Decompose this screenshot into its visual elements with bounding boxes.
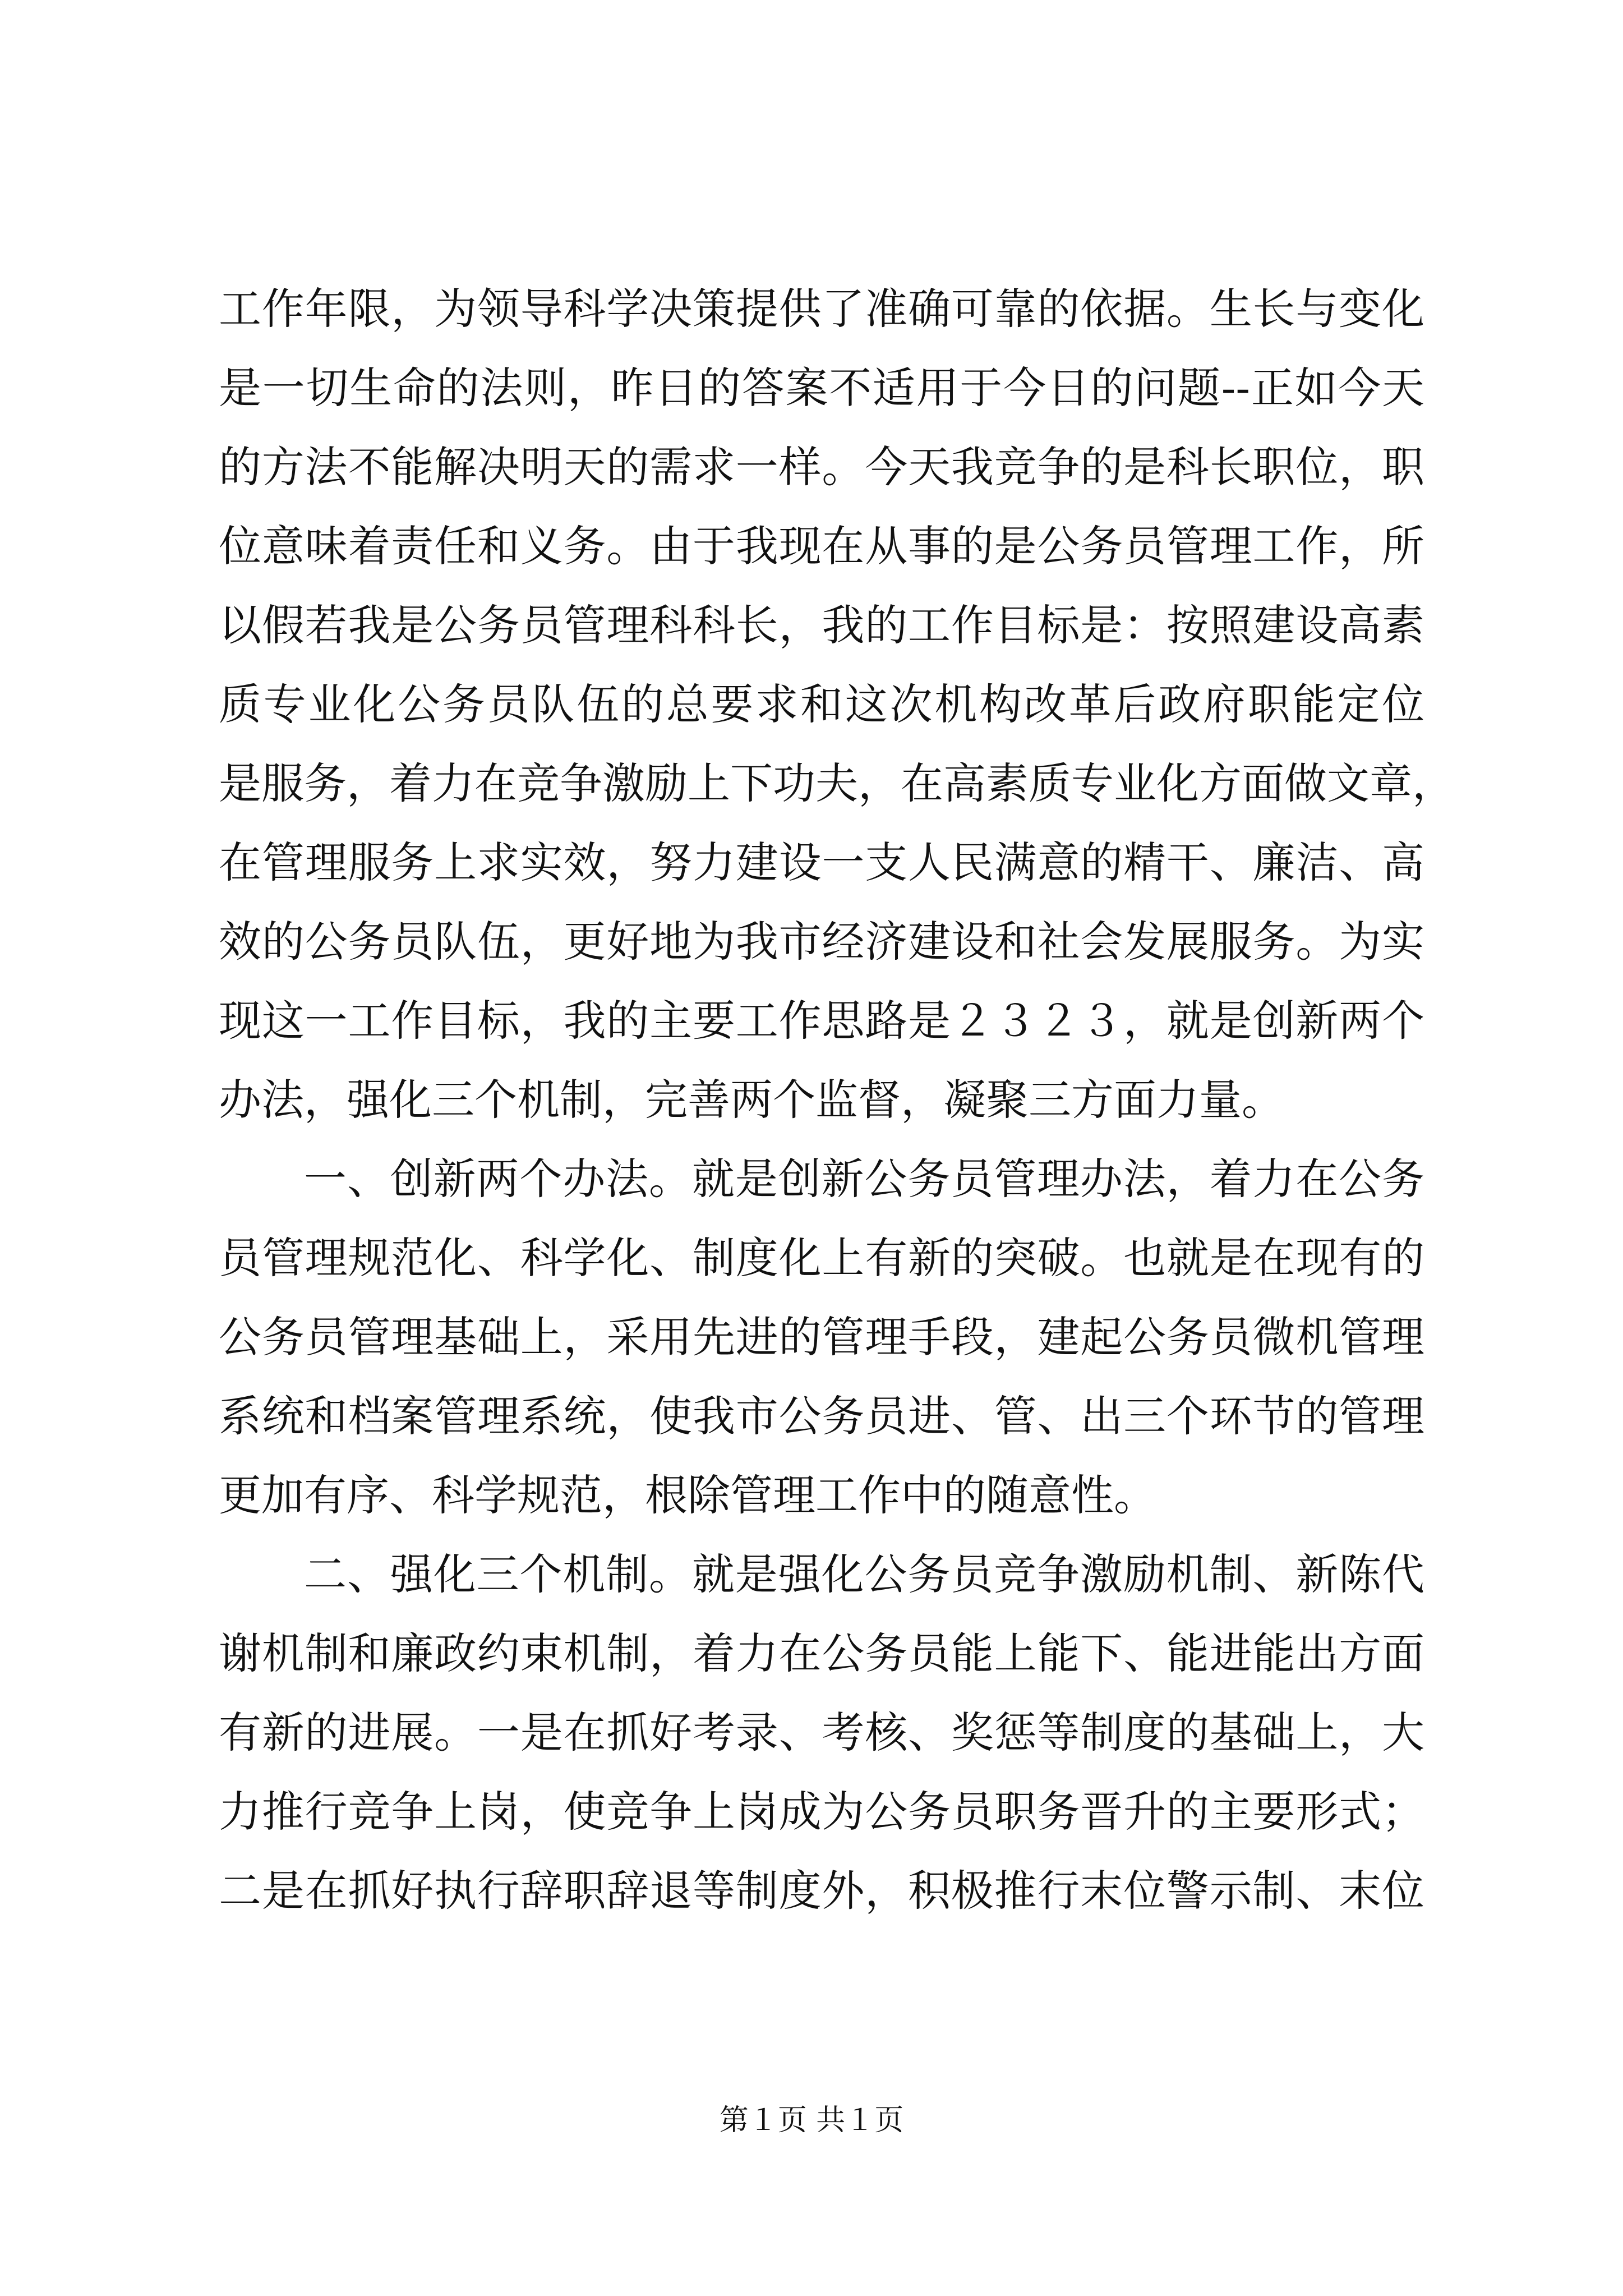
text-line: 力推行竞争上岗，使竞争上岗成为公务员职务晋升的主要形式；	[219, 1787, 1424, 1837]
text-line: 有新的进展。一是在抓好考录、考核、奖惩等制度的基础上，大	[219, 1708, 1424, 1757]
text-line: 现这一工作目标，我的主要工作思路是２３２３，就是创新两个	[219, 996, 1424, 1046]
text-line: 在管理服务上求实效，努力建设一支人民满意的精干、廉洁、高	[219, 838, 1424, 887]
text-line: 是服务，着力在竞争激励上下功夫，在高素质专业化方面做文章，	[219, 758, 1455, 808]
page-footer	[0, 2101, 1623, 2140]
text-line: 员管理规范化、科学化、制度化上有新的突破。也就是在现有的	[219, 1233, 1424, 1283]
text-line: 办法，强化三个机制，完善两个监督，凝聚三方面力量。	[219, 1075, 1284, 1125]
section-heading-line: 二、强化三个机制。就是强化公务员竞争激励机制、新陈代	[304, 1549, 1424, 1599]
text-line: 系统和档案管理系统，使我市公务员进、管、出三个环节的管理	[219, 1391, 1424, 1441]
text-line: 效的公务员队伍，更好地为我市经济建设和社会发展服务。为实	[219, 917, 1424, 967]
text-line: 谢机制和廉政约束机制，着力在公务员能上能下、能进能出方面	[219, 1628, 1424, 1678]
text-line: 二是在抓好执行辞职辞退等制度外，积极推行末位警示制、末位	[219, 1866, 1424, 1916]
text-line: 更加有序、科学规范，根除管理工作中的随意性。	[219, 1470, 1156, 1520]
text-line: 的方法不能解决明天的需求一样。今天我竞争的是科长职位，职	[219, 442, 1424, 492]
section-heading-line: 一、创新两个办法。就是创新公务员管理办法，着力在公务	[304, 1154, 1424, 1204]
text-line: 公务员管理基础上，采用先进的管理手段，建起公务员微机管理	[219, 1312, 1424, 1362]
page-number-label: 第１页 共１页	[719, 2104, 904, 2137]
text-line: 是一切生命的法则，昨日的答案不适用于今日的问题--正如今天	[219, 363, 1424, 413]
text-line: 以假若我是公务员管理科科长，我的工作目标是：按照建设高素	[219, 600, 1424, 650]
text-line: 位意味着责任和义务。由于我现在从事的是公务员管理工作，所	[219, 521, 1424, 571]
document-body	[219, 269, 1455, 1930]
text-line: 质专业化公务员队伍的总要求和这次机构改革后政府职能定位	[219, 679, 1424, 729]
text-line: 工作年限，为领导科学决策提供了准确可靠的依据。生长与变化	[219, 284, 1424, 334]
